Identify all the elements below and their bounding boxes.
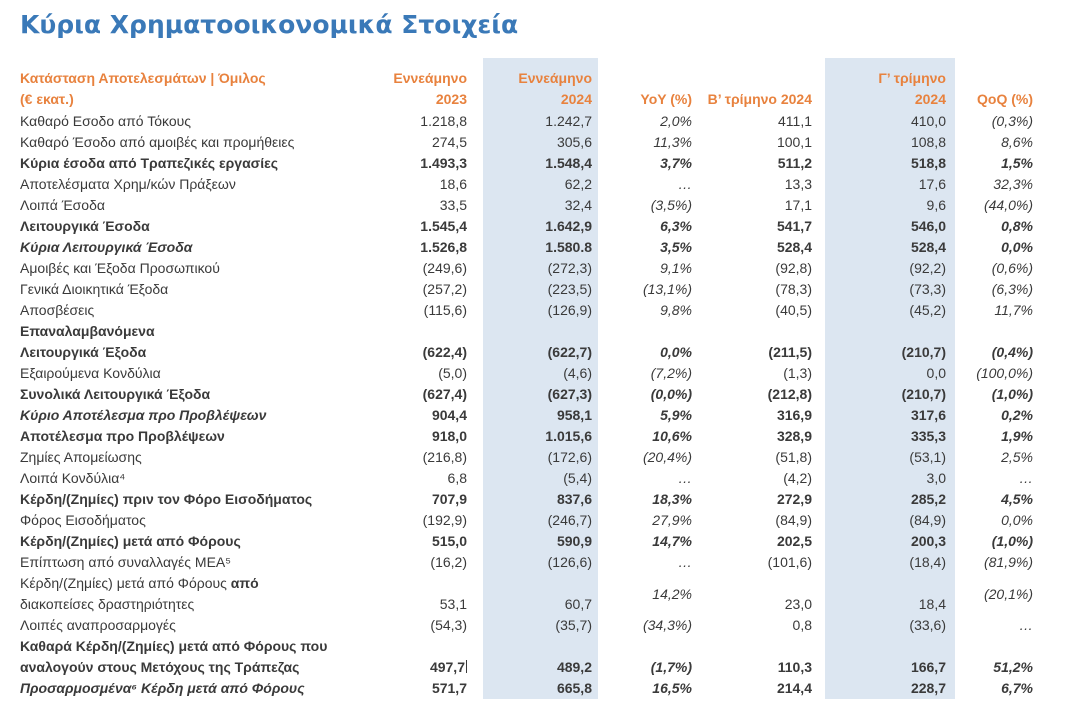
- column-gap: [467, 573, 483, 615]
- column-gap: [812, 678, 825, 699]
- column-gap: [467, 363, 483, 384]
- table-row: [20, 237, 1033, 258]
- table-row: [20, 426, 1033, 447]
- column-gap: [467, 237, 483, 258]
- column-gap: [812, 468, 825, 489]
- col-header-yoy: YoY (%): [640, 91, 692, 107]
- cell-qoq: 32,3%: [993, 176, 1033, 192]
- cell-qoq: …: [1019, 470, 1033, 486]
- col-header-nine-month-2023: Εννεάμηνο 2023: [393, 70, 467, 107]
- column-gap: [812, 279, 825, 300]
- cell-q3-2024: 317,6: [825, 405, 955, 426]
- cell-yoy: …: [678, 554, 692, 570]
- cell-nine-month-2023: 904,4: [431, 407, 467, 423]
- cell-q3-2024: 200,3: [825, 531, 955, 552]
- row-label: Αποσβέσεις: [20, 302, 95, 318]
- cell-nine-month-2024: (126,9): [483, 300, 598, 321]
- cell-q3-2024: (53,1): [825, 447, 955, 468]
- table-row: [20, 111, 1033, 132]
- cell-nine-month-2023: (16,2): [430, 554, 467, 570]
- cell-yoy: 3,7%: [660, 155, 692, 171]
- row-label: Λοιπά Έσοδα: [20, 197, 105, 213]
- column-gap: [812, 531, 825, 552]
- cell-nine-month-2023: 1.526,8: [420, 239, 467, 255]
- cell-nine-month-2024: (246,7): [483, 510, 598, 531]
- cell-qoq: 4,5%: [1001, 491, 1033, 507]
- table-row: [20, 447, 1033, 468]
- table-row: [20, 510, 1033, 531]
- cell-nine-month-2024: 1.642,9: [483, 216, 598, 237]
- column-gap: [467, 195, 483, 216]
- cell-nine-month-2023: (249,6): [422, 260, 467, 276]
- column-gap: [812, 510, 825, 531]
- cell-qoq: (1,0%): [991, 386, 1033, 402]
- cell-nine-month-2024: 305,6: [483, 132, 598, 153]
- cell-q3-2024: (33,6): [825, 615, 955, 636]
- row-label: Επίπτωση από συναλλαγές ΜΕΑ⁵: [20, 554, 232, 570]
- cell-q2-2024: (40,5): [775, 302, 812, 318]
- cell-nine-month-2024: 1.015,6: [483, 426, 598, 447]
- cell-q3-2024: 228,7: [825, 678, 955, 699]
- cell-q3-2024: (92,2): [825, 258, 955, 279]
- cell-qoq: (81,9%): [983, 554, 1033, 570]
- column-gap: [812, 237, 825, 258]
- table-row: [20, 132, 1033, 153]
- cell-q2-2024: 0,8: [792, 617, 812, 633]
- cell-q3-2024: 9,6: [825, 195, 955, 216]
- cell-nine-month-2023: (115,6): [423, 302, 467, 318]
- column-gap: [467, 111, 483, 132]
- cell-nine-month-2023: 53,1: [439, 596, 467, 612]
- column-gap: [467, 405, 483, 426]
- cell-qoq: (20,1%): [983, 585, 1033, 602]
- column-gap: [467, 636, 483, 678]
- cell-nine-month-2024: (272,3): [483, 258, 598, 279]
- cell-yoy: (20,4%): [642, 449, 692, 465]
- cell-nine-month-2024: 32,4: [483, 195, 598, 216]
- cell-yoy: 27,9%: [652, 512, 692, 528]
- cell-nine-month-2024: 1.548,4: [483, 153, 598, 174]
- income-statement-table: [20, 58, 1033, 699]
- cell-nine-month-2024: (5,4): [483, 468, 598, 489]
- cell-nine-month-2024: (126,6): [483, 552, 598, 573]
- cell-q2-2024: (84,9): [775, 512, 812, 528]
- column-gap: [467, 426, 483, 447]
- column-gap: [467, 468, 483, 489]
- cell-q2-2024: 316,9: [776, 407, 812, 423]
- cell-nine-month-2023: 274,5: [431, 134, 467, 150]
- cell-nine-month-2024: 837,6: [483, 489, 598, 510]
- cell-yoy: 16,5%: [652, 680, 692, 696]
- cell-nine-month-2023: (216,8): [422, 449, 467, 465]
- cell-qoq: (0,3%): [991, 113, 1033, 129]
- cell-nine-month-2024: 489,2: [483, 636, 598, 678]
- cell-yoy: 5,9%: [660, 407, 692, 423]
- column-gap: [812, 573, 825, 615]
- cell-q2-2024: (78,3): [775, 281, 812, 297]
- table-row: [20, 195, 1033, 216]
- col-header-q3-2024: Γ’ τρίμηνο 2024: [825, 58, 955, 111]
- column-gap: [467, 615, 483, 636]
- column-gap: [812, 216, 825, 237]
- cell-qoq: (44,0%): [983, 197, 1033, 213]
- cell-q3-2024: 166,7: [825, 636, 955, 678]
- cell-qoq: 6,7%: [1001, 680, 1033, 696]
- page-title: Κύρια Χρηματοοικονομικά Στοιχεία: [20, 10, 519, 39]
- table-row: [20, 405, 1033, 426]
- row-label: Γενικά Διοικητικά Έξοδα: [20, 281, 169, 297]
- cell-yoy: (34,3%): [642, 617, 692, 633]
- cell-q2-2024: 541,7: [776, 218, 812, 234]
- table-row: [20, 384, 1033, 405]
- cell-qoq: 1,5%: [1001, 155, 1033, 171]
- col-header-q2-2024: Β’ τρίμηνο 2024: [707, 91, 812, 107]
- cell-qoq: (100,0%): [976, 365, 1033, 381]
- table-row: [20, 489, 1033, 510]
- row-label: Λοιπά Κονδύλια⁴: [20, 470, 126, 486]
- cell-q2-2024: 411,1: [778, 113, 812, 129]
- cell-nine-month-2023: (257,2): [422, 281, 467, 297]
- cell-yoy: (3,5%): [650, 197, 692, 213]
- cell-q3-2024: 18,4: [825, 573, 955, 615]
- row-label: Αποτελέσματα Χρημ/κών Πράξεων: [20, 176, 236, 192]
- column-gap: [812, 363, 825, 384]
- row-label: Συνολικά Λειτουργικά Έξοδα: [20, 386, 211, 402]
- column-gap: [467, 531, 483, 552]
- cell-nine-month-2024: (35,7): [483, 615, 598, 636]
- cell-yoy: 2,0%: [660, 113, 692, 129]
- column-gap: [467, 174, 483, 195]
- cell-q2-2024: 272,9: [776, 491, 812, 507]
- cell-q2-2024: 100,1: [776, 134, 812, 150]
- cell-q2-2024: 110,3: [777, 659, 812, 675]
- cell-qoq: (1,0%): [991, 533, 1033, 549]
- col-header-nine-month-2024: Εννεάμηνο 2024: [483, 58, 598, 111]
- cell-nine-month-2023: 6,8: [447, 470, 467, 486]
- cell-q3-2024: 285,2: [825, 489, 955, 510]
- column-gap: [467, 279, 483, 300]
- row-label: Ζημίες Απομείωσης: [20, 449, 142, 465]
- cell-yoy: 11,3%: [653, 134, 692, 150]
- column-gap: [467, 678, 483, 699]
- header-row: [20, 58, 1033, 111]
- cell-nine-month-2023: 1.493,3: [420, 155, 467, 171]
- column-gap: [812, 447, 825, 468]
- cell-nine-month-2023: 497,7: [429, 659, 465, 675]
- column-gap: [812, 321, 825, 363]
- cell-nine-month-2023: (627,4): [422, 386, 467, 402]
- row-label: Επαναλαμβανόμενα Λειτουργικά Έξοδα: [20, 323, 155, 360]
- cell-yoy: 14,2%: [652, 585, 692, 602]
- cell-yoy: 3,5%: [660, 239, 692, 255]
- cell-q3-2024: 335,3: [825, 426, 955, 447]
- cell-nine-month-2023: (5,0): [438, 365, 467, 381]
- table-row: [20, 321, 1033, 363]
- cell-nine-month-2024: 60,7: [483, 573, 598, 615]
- table-row: [20, 279, 1033, 300]
- column-gap: [467, 153, 483, 174]
- cell-nine-month-2023: 1.218,8: [420, 113, 467, 129]
- cell-q2-2024: 23,0: [784, 596, 812, 612]
- cell-q2-2024: 328,9: [776, 428, 812, 444]
- cell-yoy: …: [678, 470, 692, 486]
- column-gap: [812, 258, 825, 279]
- table-row: [20, 300, 1033, 321]
- cell-nine-month-2024: (4,6): [483, 363, 598, 384]
- cell-nine-month-2024: (622,7): [483, 321, 598, 363]
- column-gap: [812, 636, 825, 678]
- cell-q2-2024: (4,2): [783, 470, 812, 486]
- column-gap: [467, 300, 483, 321]
- cell-q2-2024: 17,1: [784, 197, 812, 213]
- table-row: [20, 216, 1033, 237]
- cell-nine-month-2023: (192,9): [422, 512, 467, 528]
- row-label: Προσαρμοσμένα⁶ Κέρδη μετά από Φόρους: [20, 680, 305, 696]
- cell-q2-2024: 202,5: [776, 533, 812, 549]
- cell-yoy: (7,2%): [650, 365, 692, 381]
- row-label: Καθαρά Κέρδη/(Ζημίες) μετά από Φόρους που αναλογούν στους Μετόχους της Τράπεζας: [20, 638, 328, 675]
- cell-q2-2024: (212,8): [767, 386, 812, 402]
- column-gap: [467, 384, 483, 405]
- cell-q3-2024: 0,0: [825, 363, 955, 384]
- cell-nine-month-2024: 62,2: [483, 174, 598, 195]
- column-gap: [812, 174, 825, 195]
- cell-nine-month-2023: (54,3): [430, 617, 467, 633]
- column-gap: [812, 300, 825, 321]
- cell-nine-month-2023: (622,4): [422, 344, 467, 360]
- cell-yoy: (13,1%): [642, 281, 692, 297]
- row-label: Κύρια Λειτουργικά Έσοδα: [20, 239, 193, 255]
- cell-qoq: 11,7%: [994, 302, 1033, 318]
- row-label: Καθαρό Έσοδο από αμοιβές και προμήθειες: [20, 134, 295, 150]
- cell-qoq: (0,6%): [991, 260, 1033, 276]
- column-gap: [812, 552, 825, 573]
- cell-nine-month-2023: 1.545,4: [420, 218, 467, 234]
- cell-q2-2024: 214,4: [776, 680, 812, 696]
- cell-q3-2024: 518,8: [825, 153, 955, 174]
- cell-q3-2024: 546,0: [825, 216, 955, 237]
- cell-qoq: 0,8%: [1001, 218, 1033, 234]
- column-gap: [812, 153, 825, 174]
- cell-qoq: (0,4%): [991, 344, 1033, 360]
- cell-q3-2024: 108,8: [825, 132, 955, 153]
- corner-header: [20, 58, 380, 111]
- table-row: [20, 468, 1033, 489]
- cell-nine-month-2023: 707,9: [431, 491, 467, 507]
- cell-q2-2024: (51,8): [775, 449, 812, 465]
- cell-yoy: 9,8%: [660, 302, 692, 318]
- cell-q3-2024: (210,7): [825, 384, 955, 405]
- column-gap: [812, 58, 825, 111]
- cell-yoy: 0,0%: [660, 344, 692, 360]
- row-label: Λοιπές αναπροσαρμογές: [20, 617, 176, 633]
- cell-q2-2024: 13,3: [784, 176, 812, 192]
- cell-q3-2024: 17,6: [825, 174, 955, 195]
- column-gap: [467, 510, 483, 531]
- row-label: Κύριο Αποτέλεσμα προ Προβλέψεων: [20, 407, 267, 423]
- cell-qoq: …: [1019, 617, 1033, 633]
- cell-nine-month-2024: (223,5): [483, 279, 598, 300]
- column-gap: [812, 384, 825, 405]
- cell-nine-month-2023: 515,0: [431, 533, 467, 549]
- cell-yoy: (0,0%): [650, 386, 692, 402]
- cell-q3-2024: (73,3): [825, 279, 955, 300]
- cell-q3-2024: (18,4): [825, 552, 955, 573]
- row-label: Καθαρό Εσοδο από Τόκους: [20, 113, 192, 129]
- row-label: Φόρος Εισοδήματος: [20, 512, 146, 528]
- cell-qoq: 0,0%: [1001, 512, 1033, 528]
- cell-q2-2024: 511,2: [777, 155, 812, 171]
- cell-nine-month-2024: (627,3): [483, 384, 598, 405]
- cell-yoy: 18,3%: [652, 491, 692, 507]
- column-gap: [812, 615, 825, 636]
- table-row: [20, 258, 1033, 279]
- cell-q2-2024: (92,8): [775, 260, 812, 276]
- cell-qoq: 1,9%: [1001, 428, 1033, 444]
- table-row: [20, 678, 1033, 699]
- column-gap: [467, 447, 483, 468]
- cell-qoq: 2,5%: [1001, 449, 1033, 465]
- cell-q3-2024: 3,0: [825, 468, 955, 489]
- cell-qoq: 8,6%: [1001, 134, 1033, 150]
- cell-nine-month-2023: 33,5: [439, 197, 467, 213]
- cell-q3-2024: (210,7): [825, 321, 955, 363]
- column-gap: [812, 111, 825, 132]
- row-label: Κέρδη/(Ζημίες) μετά από Φόρους από διακοπείσες δραστηριότητες: [20, 575, 259, 612]
- column-gap: [467, 258, 483, 279]
- column-gap: [467, 58, 483, 111]
- cell-qoq: 0,2%: [1001, 407, 1033, 423]
- text-caret: [466, 660, 467, 673]
- column-gap: [467, 552, 483, 573]
- cell-yoy: 6,3%: [660, 218, 692, 234]
- cell-yoy: (1,7%): [650, 659, 692, 675]
- column-gap: [467, 132, 483, 153]
- corner-header-line1: Κατάσταση Αποτελεσμάτων | Όμιλος: [20, 70, 266, 86]
- column-gap: [812, 426, 825, 447]
- column-gap: [467, 216, 483, 237]
- cell-nine-month-2024: 1.580.8: [483, 237, 598, 258]
- cell-nine-month-2024: 665,8: [483, 678, 598, 699]
- table-row: [20, 573, 1033, 615]
- cell-q3-2024: (45,2): [825, 300, 955, 321]
- cell-yoy: …: [678, 176, 692, 192]
- row-label: Αμοιβές και Έξοδα Προσωπικού: [20, 260, 220, 276]
- table-row: [20, 531, 1033, 552]
- row-label: Λειτουργικά Έσοδα: [20, 218, 150, 234]
- table-body: [20, 111, 1033, 699]
- cell-qoq: 0,0%: [1001, 239, 1033, 255]
- cell-q2-2024: 528,4: [776, 239, 812, 255]
- row-label: Κύρια έσοδα από Τραπεζικές εργασίες: [20, 155, 279, 171]
- column-gap: [812, 405, 825, 426]
- corner-header-line2: (€ εκατ.): [20, 91, 74, 107]
- cell-nine-month-2024: (172,6): [483, 447, 598, 468]
- cell-nine-month-2023: 571,7: [431, 680, 467, 696]
- col-header-qoq: QoQ (%): [977, 91, 1033, 107]
- row-label: Κέρδη/(Ζημίες) μετά από Φόρους: [20, 533, 241, 549]
- cell-q3-2024: 528,4: [825, 237, 955, 258]
- cell-nine-month-2024: 958,1: [483, 405, 598, 426]
- table-row: [20, 552, 1033, 573]
- cell-yoy: 10,6%: [652, 428, 692, 444]
- cell-yoy: 9,1%: [660, 260, 692, 276]
- cell-nine-month-2023: 18,6: [439, 176, 467, 192]
- row-label: Κέρδη/(Ζημίες) πριν τον Φόρο Εισοδήματος: [20, 491, 313, 507]
- column-gap: [812, 195, 825, 216]
- cell-qoq: 51,2%: [993, 659, 1033, 675]
- cell-q3-2024: (84,9): [825, 510, 955, 531]
- column-gap: [812, 489, 825, 510]
- cell-nine-month-2024: 590,9: [483, 531, 598, 552]
- cell-nine-month-2023: 918,0: [431, 428, 467, 444]
- column-gap: [467, 321, 483, 363]
- table-row: [20, 174, 1033, 195]
- column-gap: [467, 489, 483, 510]
- table-row: [20, 636, 1033, 678]
- column-gap: [812, 132, 825, 153]
- cell-nine-month-2024: 1.242,7: [483, 111, 598, 132]
- row-label: Εξαιρούμενα Κονδύλια: [20, 365, 161, 381]
- cell-qoq: (6,3%): [991, 281, 1033, 297]
- table-row: [20, 363, 1033, 384]
- cell-q2-2024: (211,5): [768, 344, 812, 360]
- table-row: [20, 153, 1033, 174]
- cell-q3-2024: 410,0: [825, 111, 955, 132]
- row-label: Αποτέλεσμα προ Προβλέψεων: [20, 428, 225, 444]
- cell-q2-2024: (1,3): [783, 365, 812, 381]
- table-row: [20, 615, 1033, 636]
- cell-yoy: 14,7%: [652, 533, 692, 549]
- cell-q2-2024: (101,6): [767, 554, 812, 570]
